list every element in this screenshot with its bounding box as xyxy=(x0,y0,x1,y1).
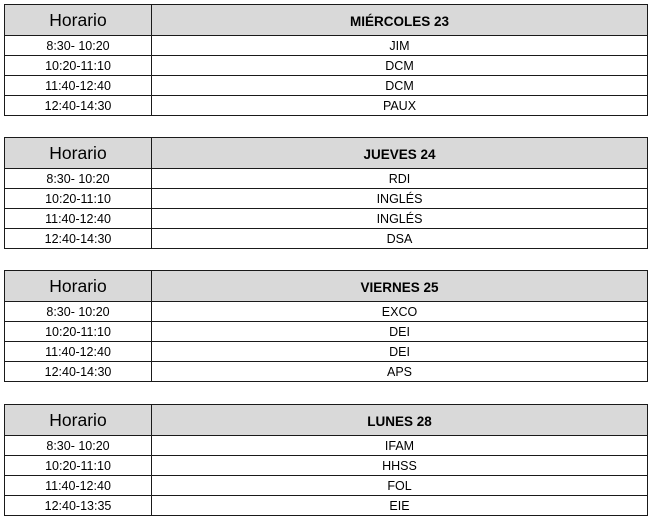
time-cell: 11:40-12:40 xyxy=(5,476,152,496)
time-cell: 8:30- 10:20 xyxy=(5,169,152,189)
time-cell: 10:20-11:10 xyxy=(5,456,152,476)
table-row xyxy=(5,496,648,516)
table-row xyxy=(5,76,648,96)
time-cell: 12:40-14:30 xyxy=(5,96,152,116)
time-cell: 12:40-14:30 xyxy=(5,229,152,249)
day-header: JUEVES 24 xyxy=(152,138,648,169)
time-cell: 11:40-12:40 xyxy=(5,209,152,229)
schedule-table-thursday xyxy=(4,137,648,249)
table-row xyxy=(5,209,648,229)
table-row xyxy=(5,36,648,56)
table-header-row xyxy=(5,138,648,169)
subject-cell: FOL xyxy=(152,476,648,496)
subject-cell: DCM xyxy=(152,56,648,76)
table-row xyxy=(5,436,648,456)
schedule-table-monday xyxy=(4,404,648,516)
time-cell: 11:40-12:40 xyxy=(5,342,152,362)
time-cell: 8:30- 10:20 xyxy=(5,36,152,56)
time-cell: 12:40-14:30 xyxy=(5,362,152,382)
time-cell: 8:30- 10:20 xyxy=(5,436,152,456)
subject-cell: EXCO xyxy=(152,302,648,322)
time-cell: 10:20-11:10 xyxy=(5,56,152,76)
schedule-table-wednesday xyxy=(4,4,648,116)
schedule-table-friday xyxy=(4,270,648,382)
table-row xyxy=(5,96,648,116)
day-header: VIERNES 25 xyxy=(152,271,648,302)
time-cell: 8:30- 10:20 xyxy=(5,302,152,322)
day-header: MIÉRCOLES 23 xyxy=(152,5,648,36)
subject-cell: IFAM xyxy=(152,436,648,456)
table-row xyxy=(5,476,648,496)
table-row xyxy=(5,169,648,189)
table-header-row xyxy=(5,405,648,436)
subject-cell: INGLÉS xyxy=(152,209,648,229)
day-header: LUNES 28 xyxy=(152,405,648,436)
table-row xyxy=(5,456,648,476)
subject-cell: JIM xyxy=(152,36,648,56)
subject-cell: DCM xyxy=(152,76,648,96)
subject-cell: APS xyxy=(152,362,648,382)
subject-cell: DEI xyxy=(152,322,648,342)
table-row xyxy=(5,229,648,249)
subject-cell: INGLÉS xyxy=(152,189,648,209)
subject-cell: DEI xyxy=(152,342,648,362)
table-row xyxy=(5,189,648,209)
subject-cell: EIE xyxy=(152,496,648,516)
horario-header: Horario xyxy=(5,405,152,436)
table-row xyxy=(5,342,648,362)
subject-cell: HHSS xyxy=(152,456,648,476)
time-cell: 11:40-12:40 xyxy=(5,76,152,96)
subject-cell: RDI xyxy=(152,169,648,189)
time-cell: 10:20-11:10 xyxy=(5,189,152,209)
horario-header: Horario xyxy=(5,138,152,169)
table-header-row xyxy=(5,271,648,302)
time-cell: 10:20-11:10 xyxy=(5,322,152,342)
horario-header: Horario xyxy=(5,271,152,302)
table-row xyxy=(5,362,648,382)
table-row xyxy=(5,302,648,322)
table-row xyxy=(5,322,648,342)
time-cell: 12:40-13:35 xyxy=(5,496,152,516)
subject-cell: PAUX xyxy=(152,96,648,116)
horario-header: Horario xyxy=(5,5,152,36)
subject-cell: DSA xyxy=(152,229,648,249)
table-header-row xyxy=(5,5,648,36)
table-row xyxy=(5,56,648,76)
